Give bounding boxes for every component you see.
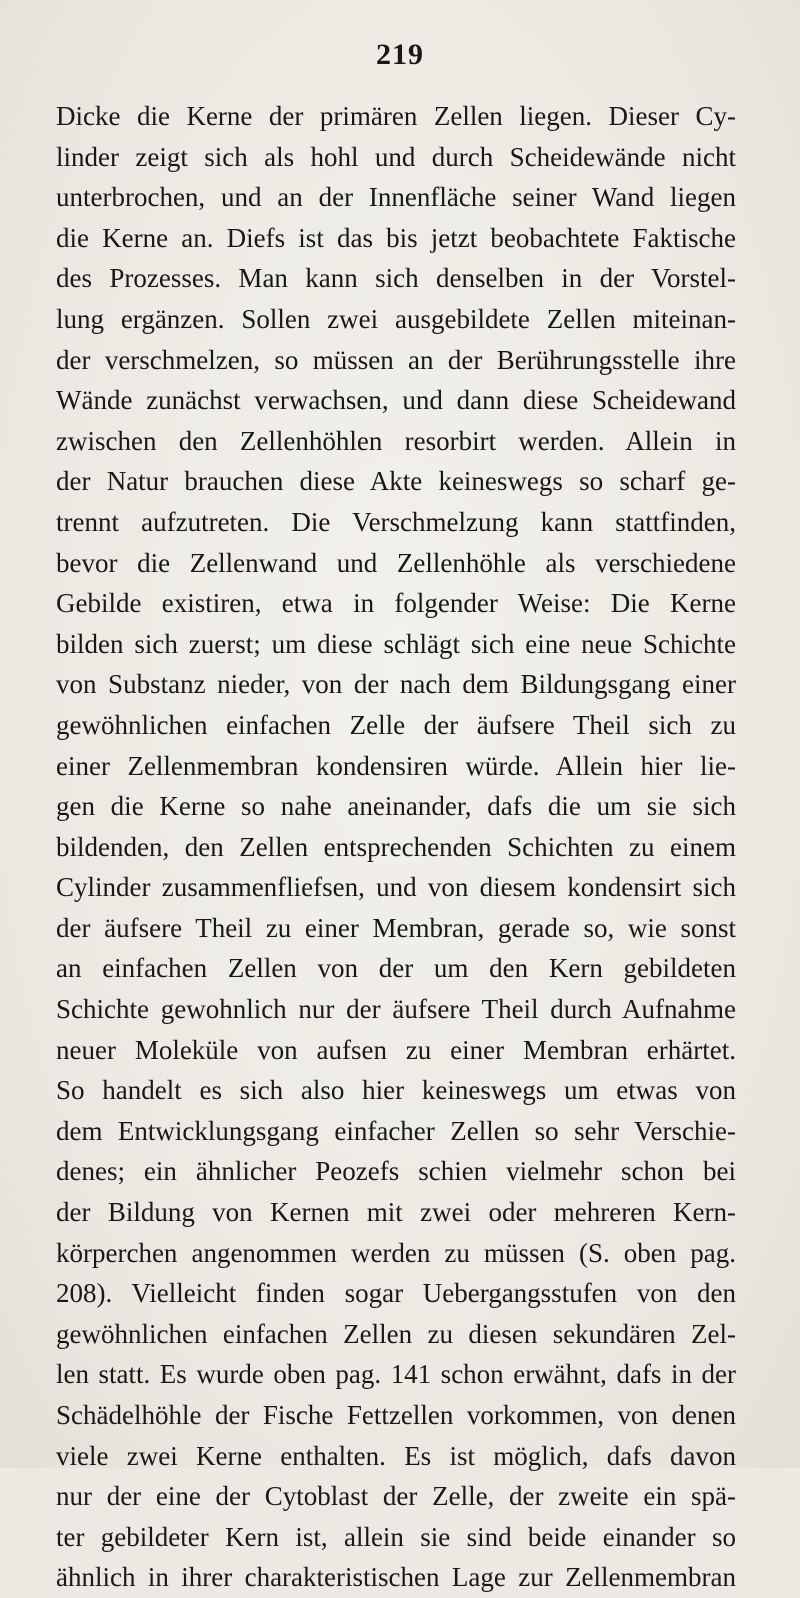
text-line: des Prozesses. Man kann sich denselben in der Vorstel- [56,263,736,294]
text-line: der Bildung von Kernen mit zwei oder mehreren Kern- [56,1197,736,1228]
text-line: linder zeigt sich als hohl und durch Scheidewände nicht [56,141,736,172]
text-line: So handelt es sich also hier keineswegs um etwas von [56,1075,736,1106]
text-line: Wände zunächst verwachsen, und dann diese Scheidewand [56,385,736,416]
text-line: lung ergänzen. Sollen zwei ausgebildete Zellen miteinan- [56,303,736,334]
text-line: unterbrochen, und an der Innenfläche seiner Wand liegen [56,182,736,213]
text-line: Schädelhöhle der Fische Fettzellen vorkommen, von denen [56,1400,736,1430]
text-line: bildenden, den Zellen entsprechenden Schichten zu einem [56,831,736,862]
text-line: bilden sich zuerst; um diese schlägt sich eine neue Schichte [56,628,736,659]
text-line: ter gebildeter Kern ist, allein sie sind beide einander so [56,1521,736,1552]
text-line: denes; ein ähnlicher Peozefs schien vielmehr schon bei [56,1156,736,1187]
body-text [56,96,736,1598]
text-line: einer Zellenmembran kondensiren würde. Allein hier lie- [56,750,736,781]
text-line: gewöhnlichen einfachen Zelle der äufsere Theil sich zu [56,709,736,740]
text-line: zwischen den Zellenhöhlen resorbirt werden. Allein in [56,425,736,456]
text-line: Cylinder zusammenfliefsen, und von diesem kondensirt sich [56,872,736,903]
text-line: trennt aufzutreten. Die Verschmelzung kann stattfinden, [56,506,736,537]
text-line: der Natur brauchen diese Akte keineswegs so scharf ge- [56,466,736,497]
text-line: körperchen angenommen werden zu müssen (S. oben pag. [56,1237,736,1268]
text-line: Gebilde existiren, etwa in folgender Weise: Die Kerne [56,588,736,619]
text-line: dem Entwicklungsgang einfacher Zellen so sehr Verschie- [56,1115,736,1146]
text-line: der verschmelzen, so müssen an der Berührungsstelle ihre [56,344,736,375]
text-line: nur der eine der Cytoblast der Zelle, der zweite ein spä- [56,1481,736,1512]
text-line: Schichte gewohnlich nur der äufsere Theil durch Aufnahme [56,994,736,1025]
text-line: viele zwei Kerne enthalten. Es ist möglich, dafs davon [56,1440,736,1471]
page-number: 219 [376,38,424,71]
text-line: der äufsere Theil zu einer Membran, gerade so, wie sonst [56,912,736,943]
text-line: gen die Kerne so nahe aneinander, dafs die um sie sich [56,791,736,822]
text-line: gewöhnlichen einfachen Zellen zu diesen sekundären Zel- [56,1318,736,1349]
text-line: Dicke die Kerne der primären Zellen liegen. Dieser Cy- [56,101,736,131]
text-line: ähnlich in ihrer charakteristischen Lage zur Zellenmembran [56,1562,736,1593]
text-line: von Substanz nieder, von der nach dem Bildungsgang einer [56,669,736,700]
text-line: an einfachen Zellen von der um den Kern gebildeten [56,953,736,984]
text-line: len statt. Es wurde oben pag. 141 schon erwähnt, dafs in der [56,1359,736,1390]
text-line: 208). Vielleicht finden sogar Uebergangsstufen von den [56,1278,736,1309]
text-line: neuer Moleküle von aufsen zu einer Membran erhärtet. [56,1034,736,1065]
text-line: die Kerne an. Diefs ist das bis jetzt beobachtete Faktische [56,222,736,253]
text-line: bevor die Zellenwand und Zellenhöhle als verschiedene [56,547,736,578]
